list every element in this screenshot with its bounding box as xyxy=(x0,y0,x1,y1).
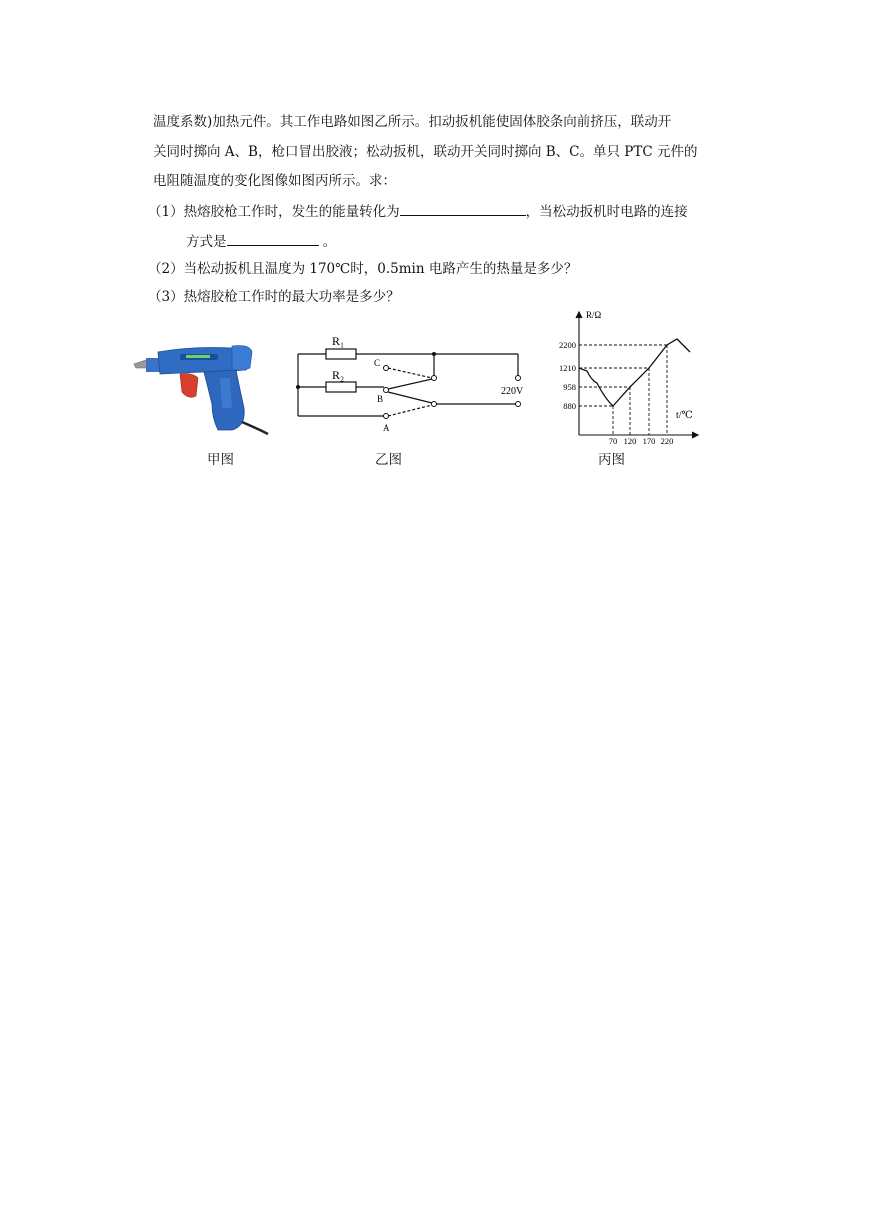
question-1-prefix: （1）热熔胶枪工作时，发生的能量转化为 xyxy=(148,204,400,220)
question-1 xyxy=(148,200,688,222)
problem-text-line-1: 温度系数)加热元件。其工作电路如图乙所示。扣动扳机能使固体胶条向前挤压，联动开 xyxy=(153,114,672,130)
answer-blank-2[interactable] xyxy=(227,230,319,246)
question-1-method-label: 方式是 xyxy=(186,234,227,250)
r1-label: R₁ xyxy=(332,334,345,348)
x-tick-label: 120 xyxy=(623,436,637,445)
question-1-continued xyxy=(186,230,336,252)
problem-text-line-3: 电阻随温度的变化图像如图丙所示。求： xyxy=(153,173,396,189)
circuit-diagram xyxy=(290,330,540,440)
x-tick-label: 70 xyxy=(608,436,618,445)
x-axis-label: t/℃ xyxy=(676,410,693,421)
y-tick-label: 958 xyxy=(563,382,576,392)
terminal-c-label: C xyxy=(374,358,381,368)
problem-text-line-2: 关同时掷向 A、B，枪口冒出胶液；松动扳机，联动开关同时掷向 B、C。单只 PTC 元件的 xyxy=(153,144,698,160)
voltage-label: 220V xyxy=(501,386,524,397)
question-2: （2）当松动扳机且温度为 170℃时，0.5min 电路产生的热量是多少？ xyxy=(148,261,578,277)
caption-jia: 甲图 xyxy=(207,452,234,468)
caption-yi: 乙图 xyxy=(375,452,402,468)
question-1-end: 。 xyxy=(318,234,337,250)
x-tick-label: 220 xyxy=(660,436,674,445)
caption-bing: 丙图 xyxy=(598,452,625,468)
terminal-b-label: B xyxy=(377,394,384,404)
y-tick-label: 880 xyxy=(563,401,576,411)
y-tick-label: 2200 xyxy=(559,340,576,350)
glue-gun-image xyxy=(132,338,272,438)
question-3: （3）热熔胶枪工作时的最大功率是多少？ xyxy=(148,289,400,305)
r2-label: R₂ xyxy=(332,368,345,382)
resistance-curve xyxy=(579,339,690,406)
resistance-temperature-chart xyxy=(548,305,708,445)
question-1-suffix: ，当松动扳机时电路的连接 xyxy=(525,204,688,220)
answer-blank-1[interactable] xyxy=(400,200,526,216)
y-axis-label: R/Ω xyxy=(586,310,602,320)
x-tick-label: 170 xyxy=(642,436,656,445)
y-tick-label: 1210 xyxy=(559,363,576,373)
terminal-a-label: A xyxy=(383,423,390,433)
